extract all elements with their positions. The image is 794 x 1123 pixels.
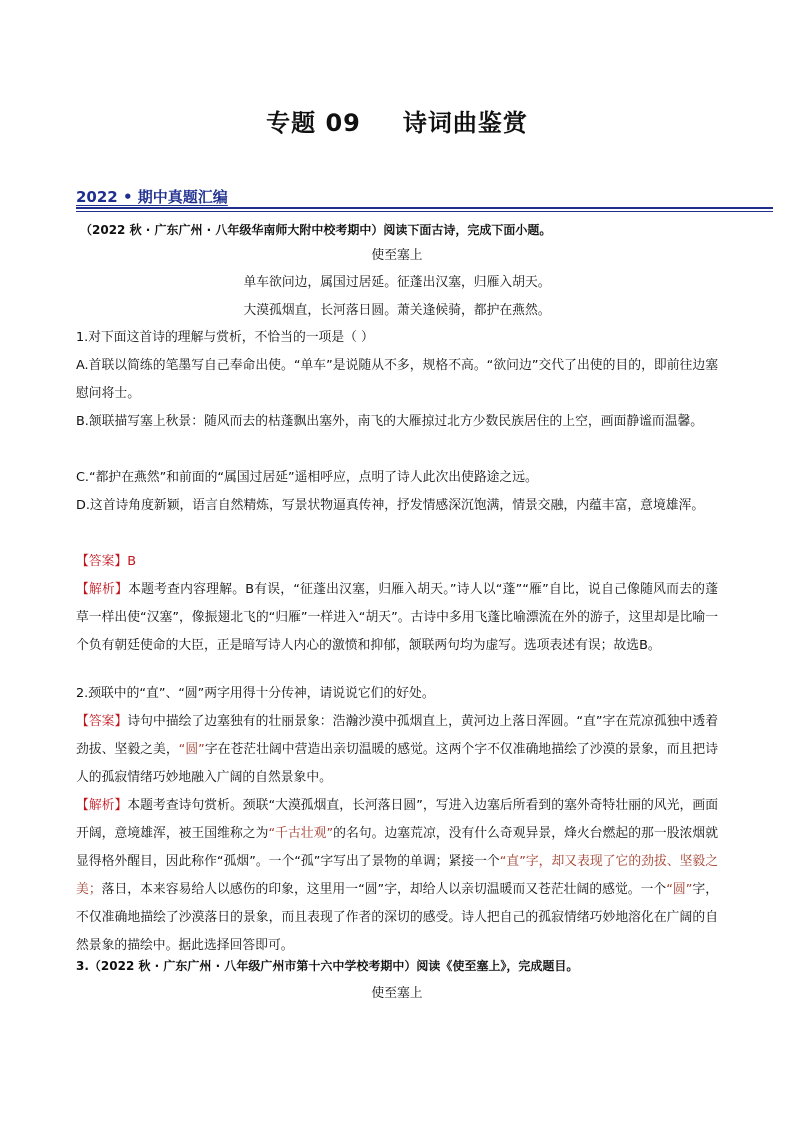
answer-highlight: “圆” <box>178 742 205 757</box>
answer-text: 诗句中描绘了边塞独有的壮丽景象：浩瀚沙漠中孤烟直上，黄河边上落日浑圆。“直”字在荒凉孤独中透着劲拔、坚毅之美， <box>76 714 718 757</box>
topic-name: 诗词曲鉴赏 <box>402 109 528 137</box>
poem-title: 使至塞上 <box>371 248 423 263</box>
analysis-text: 本题考查内容理解。B有误，“征蓬出汉塞，归雁入胡天。”诗人以“蓬”“雁”自比，说自己像随风而去的蓬草一样出使“汉塞”，像振翅北飞的“归雁”一样进入“胡天”。古诗中多用飞蓬比喻漂流在外的游子，这里却是比喻一个负有朝廷使命的大臣，正是暗写诗人内心的激愤和抑郁，颔联两句均为虚写。选项表述有误；故选B。 <box>76 582 718 653</box>
poem-title: 使至塞上 <box>371 986 423 1001</box>
analysis-text: 字，不仅准确地描绘了沙漠落日的景象，而且表现了作者的深切的感受。诗人把自己的孤寂情绪巧妙地溶化在广阔的自然景象的描绘中。据此选择回答即可。 <box>76 882 719 953</box>
analysis-tag: 【解析】 <box>76 582 129 597</box>
analysis-text: 本题考查诗句赏析。颈联“大漠孤烟直，长河落日圆”，写进入边塞后所看到的塞外奇特壮丽的风光，画面开阔，意境雄浑，被王国维称之为 <box>76 798 718 841</box>
option-d: D.这首诗角度新颖，语言自然精炼，写景状物逼真传神，抒发情感深沉饱满，情景交融，内蕴丰富，意境雄浑。 <box>76 498 705 513</box>
analysis-block <box>76 792 718 960</box>
section-rule-thin <box>76 211 773 212</box>
section-label: 2022 • 期中真题汇编 <box>76 188 228 206</box>
analysis-highlight: “直”字，却又表现了它的劲拔、坚毅之美； <box>76 854 718 897</box>
answer-block <box>76 548 718 576</box>
question-stem: 2.颈联中的“直”、“圆”两字用得十分传神，请说说它们的好处。 <box>76 686 435 701</box>
answer-tag: 【答案】 <box>76 714 128 729</box>
analysis-text: 落日，本来容易给人以感伤的印象，这里用一“圆”字，却给人以亲切温暖而又苍茫壮阔的感觉。一个 <box>101 882 667 897</box>
analysis-highlight: “千古壮观” <box>268 826 334 841</box>
option-b: B.颔联描写塞上秋景：随风而去的枯蓬飘出塞外，南飞的大雁掠过北方少数民族居住的上空，画面静谧而温馨。 <box>76 414 704 429</box>
answer-value: B <box>127 554 136 569</box>
question-stem: 1.对下面这首诗的理解与赏析，不恰当的一项是（ ） <box>76 330 374 345</box>
option-a: A.首联以简练的笔墨写自己奉命出使。“单车”是说随从不多，规格不高。“欲问边”交代了出使的目的，即前往边塞慰问将士。 <box>76 358 718 401</box>
analysis-highlight: “圆” <box>666 882 693 897</box>
topic-number: 专题 09 <box>266 109 361 137</box>
answer-text: 字在苍茫壮阔中营造出亲切温暖的感觉。这两个字不仅准确地描绘了沙漠的景象，而且把诗人的孤寂情绪巧妙地融入广阔的自然景象中。 <box>76 742 719 785</box>
analysis-block <box>76 576 718 660</box>
analysis-tag: 【解析】 <box>76 798 128 813</box>
passage-intro: （2022 秋 · 广东广州 · 八年级华南师大附中校考期中）阅读下面古诗，完成下面小题。 <box>80 223 552 237</box>
poem-line: 单车欲问边，属国过居延。征蓬出汉塞，归雁入胡天。 <box>243 275 551 290</box>
analysis-text: 的名句。边塞荒凉，没有什么奇观异景，烽火台燃起的那一股浓烟就显得格外醒目，因此称作“孤烟”。一个“孤”字写出了景物的单调；紧接一个 <box>76 826 719 869</box>
passage-intro: 3.（2022 秋 · 广东广州 · 八年级广州市第十六中学校考期中）阅读《使至塞上》，完成题目。 <box>76 959 579 973</box>
section-header <box>76 186 773 207</box>
section-rule <box>76 207 773 209</box>
poem-line: 大漠孤烟直，长河落日圆。萧关逢候骑，都护在燕然。 <box>243 303 551 318</box>
page-title <box>0 103 794 138</box>
answer-block <box>76 708 718 792</box>
option-c: C.“都护在燕然”和前面的“属国过居延”遥相呼应，点明了诗人此次出使路途之远。 <box>76 470 538 485</box>
answer-tag: 【答案】 <box>76 554 128 569</box>
